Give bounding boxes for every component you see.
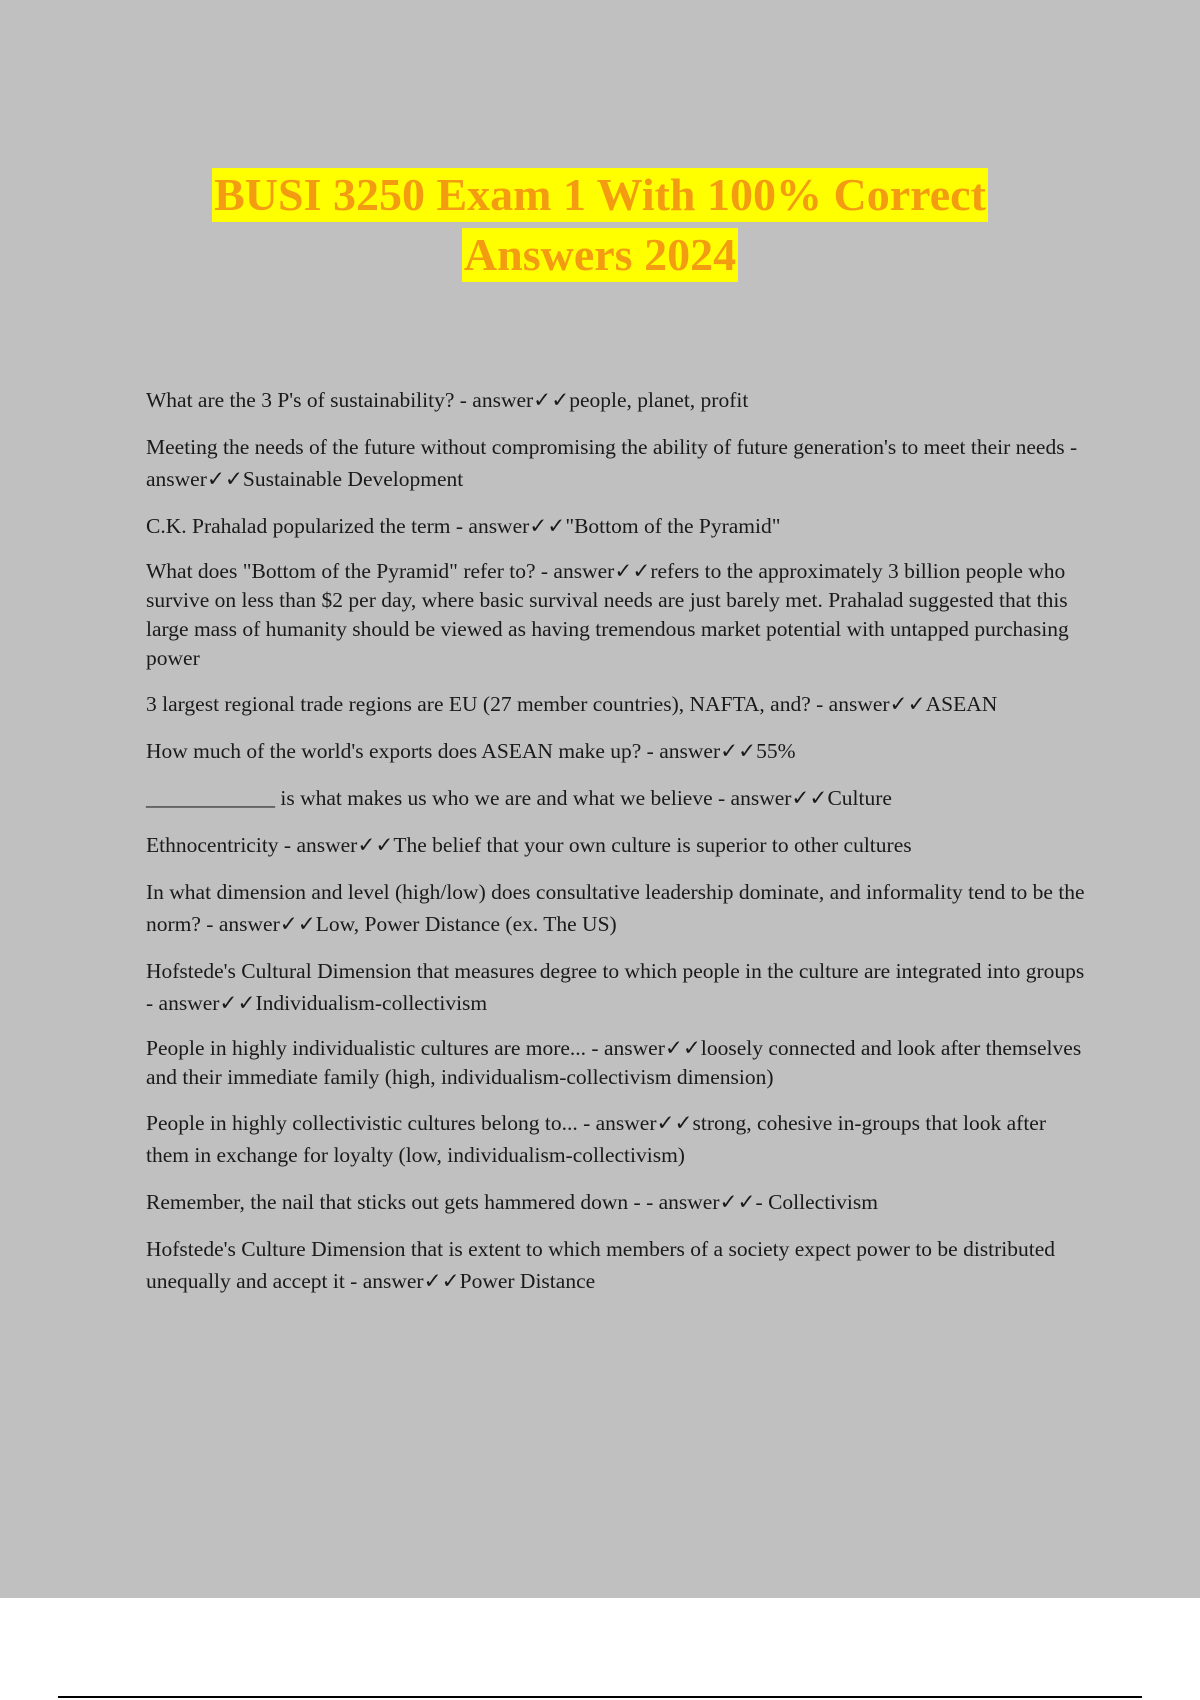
qa-item: 3 largest regional trade regions are EU (27 member countries), NAFTA, and? - answer✓✓ASEAN — [146, 692, 998, 716]
qa-item: In what dimension and level (high/low) does consultative leadership dominate, and informality tend to be the norm? - answer✓✓Low, Power Distance (ex. The US) — [146, 880, 1085, 936]
qa-item: Hofstede's Culture Dimension that is extent to which members of a society expect power to be distributed unequally and accept it - answer✓✓Power Distance — [146, 1237, 1056, 1293]
footer-rule — [58, 1696, 1142, 1698]
qa-item: Remember, the nail that sticks out gets hammered down - - answer✓✓- Collectivism — [146, 1190, 878, 1214]
page-footer-area — [0, 1598, 1200, 1700]
qa-item: ____________ is what makes us who we are and what we believe - answer✓✓Culture — [146, 786, 892, 810]
qa-item: Ethnocentricity - answer✓✓The belief that your own culture is superior to other cultures — [146, 833, 912, 857]
qa-item: People in highly collectivistic cultures belong to... - answer✓✓strong, cohesive in-groups that look after them in exchange for loyalty (low, individualism-collectivism) — [146, 1111, 1047, 1167]
qa-item: C.K. Prahalad popularized the term - answer✓✓"Bottom of the Pyramid" — [146, 514, 781, 538]
qa-item: Meeting the needs of the future without compromising the ability of future generation's to meet their needs - answer✓✓Sustainable Development — [146, 435, 1078, 491]
qa-item: What does "Bottom of the Pyramid" refer to? - answer✓✓refers to the approximately 3 billion people who survive on less than $2 per day, where basic survival needs are just barely met. Prahalad suggested that this large mass of humanity should be viewed as having tremendous market potential with untapped purchasing power — [146, 559, 1069, 670]
qa-item: Hofstede's Cultural Dimension that measures degree to which people in the culture are integrated into groups - answer✓✓Individualism-collectivism — [146, 959, 1085, 1015]
qa-item: People in highly individualistic cultures are more... - answer✓✓loosely connected and look after themselves and their immediate family (high, individualism-collectivism dimension) — [146, 1036, 1082, 1089]
qa-item: What are the 3 P's of sustainability? - answer✓✓people, planet, profit — [146, 388, 749, 412]
qa-list — [146, 384, 1086, 1312]
document-title — [0, 168, 1200, 288]
title-line-2: Answers 2024 — [463, 229, 737, 280]
qa-item: How much of the world's exports does ASEAN make up? - answer✓✓55% — [146, 739, 796, 763]
title-line-1: BUSI 3250 Exam 1 With 100% Correct — [214, 169, 986, 220]
